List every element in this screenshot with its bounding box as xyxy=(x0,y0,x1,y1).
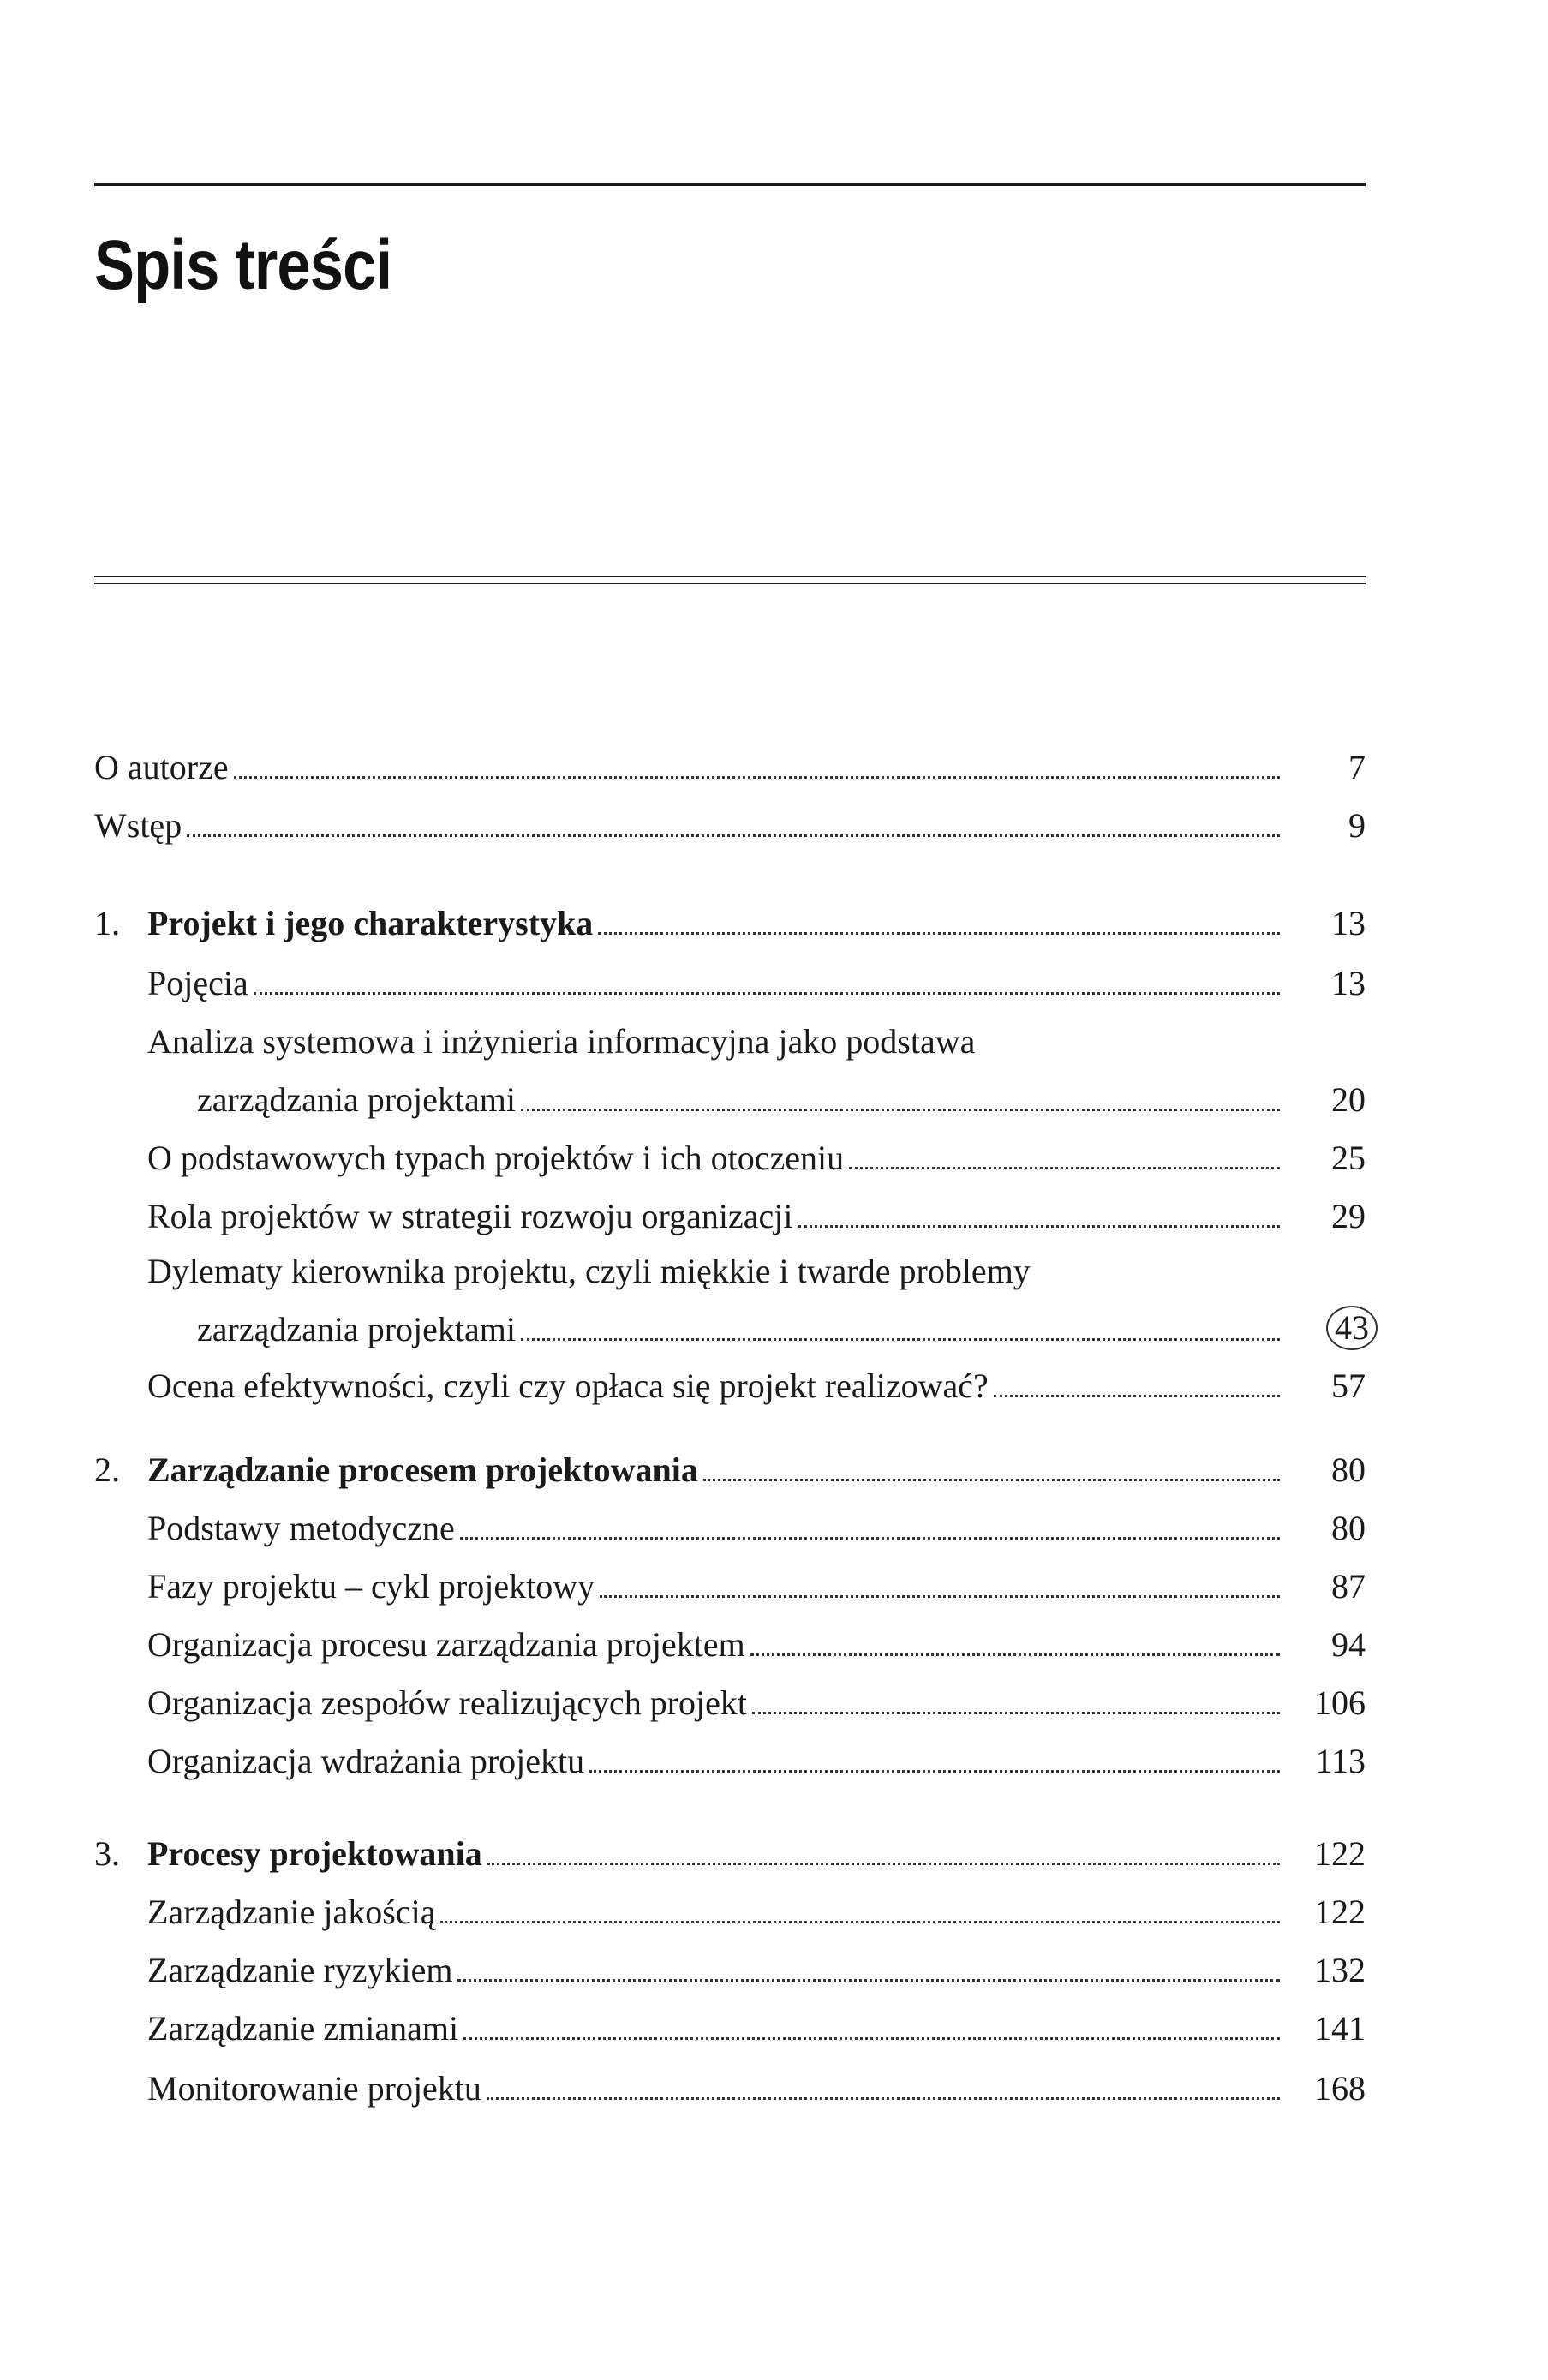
entry-page: 80 xyxy=(1331,1450,1366,1489)
dot-leader xyxy=(750,1653,1280,1656)
entry-label: O autorze xyxy=(94,744,234,792)
entry-label: Organizacja wdrażania projektu xyxy=(147,1737,589,1785)
entry-label: Zarządzanie procesem projektowania xyxy=(147,1446,703,1494)
toc-entry-analiza-systemowa[interactable] xyxy=(94,1018,1366,1124)
entry-page: 13 xyxy=(1331,964,1366,1002)
dot-leader xyxy=(457,1979,1280,1982)
entry-page: 141 xyxy=(1314,2009,1366,2048)
dot-leader xyxy=(521,1109,1280,1111)
entry-page: 132 xyxy=(1314,1951,1366,1989)
entry-page: 29 xyxy=(1331,1197,1366,1235)
entry-label: Zarządzanie jakością xyxy=(147,1888,440,1936)
entry-page: 94 xyxy=(1331,1625,1366,1664)
entry-label: O podstawowych typach projektów i ich otoczeniu xyxy=(147,1134,849,1182)
chapter-number: 3. xyxy=(94,1834,120,1873)
dot-leader xyxy=(440,1921,1280,1923)
toc-entry-typy-projektow[interactable] xyxy=(94,1134,1366,1182)
entry-label: zarządzania projektami xyxy=(197,1076,521,1124)
top-rule xyxy=(94,183,1366,186)
circled-page-number: 43 xyxy=(1326,1306,1378,1350)
toc-entry-rola-projektow[interactable] xyxy=(94,1193,1366,1241)
entry-label: Monitorowanie projektu xyxy=(147,2065,487,2113)
toc-entry-fazy-projektu[interactable] xyxy=(94,1563,1366,1611)
entry-label: Organizacja procesu zarządzania projektem xyxy=(147,1621,750,1669)
chapter-number: 1. xyxy=(94,904,120,942)
entry-label: Zarządzanie zmianami xyxy=(147,2005,463,2053)
chapter-number: 2. xyxy=(94,1450,120,1489)
page-title: Spis treści xyxy=(94,226,392,304)
entry-page: 13 xyxy=(1331,904,1366,942)
dot-leader xyxy=(994,1395,1280,1397)
entry-page: 9 xyxy=(1348,806,1366,845)
entry-page: 113 xyxy=(1315,1742,1366,1780)
toc-entry-organizacja-procesu[interactable] xyxy=(94,1621,1366,1669)
toc-entry-wstep[interactable] xyxy=(94,802,1366,850)
entry-label: Projekt i jego charakterystyka xyxy=(147,900,598,948)
entry-label: Rola projektów w strategii rozwoju organizacji xyxy=(147,1193,798,1241)
entry-label: Procesy projektowania xyxy=(147,1830,487,1878)
entry-label: Fazy projektu – cykl projektowy xyxy=(147,1563,600,1611)
entry-label: Zarządzanie ryzykiem xyxy=(147,1946,457,1994)
dot-leader xyxy=(849,1167,1280,1169)
entry-page: 80 xyxy=(1331,1509,1366,1547)
toc-entry-o-autorze[interactable] xyxy=(94,744,1366,792)
dot-leader xyxy=(598,932,1280,935)
toc-entry-pojecia[interactable] xyxy=(94,960,1366,1008)
toc-entry-podstawy-metodyczne[interactable] xyxy=(94,1504,1366,1552)
entry-page xyxy=(1280,1306,1369,1354)
dot-leader xyxy=(487,2097,1280,2100)
dot-leader xyxy=(460,1537,1280,1540)
toc-chapter-3[interactable] xyxy=(94,1830,1366,1878)
entry-label-line1: Dylematy kierownika projektu, czyli miękkie i twarde problemy xyxy=(147,1252,1031,1290)
toc-chapter-2[interactable] xyxy=(94,1446,1366,1494)
toc-entry-ocena-efektywnosci[interactable] xyxy=(94,1362,1366,1410)
toc-entry-zarzadzanie-zmianami[interactable] xyxy=(94,2005,1366,2053)
entry-label: Wstęp xyxy=(94,802,187,850)
toc-entry-organizacja-wdrazania[interactable] xyxy=(94,1737,1366,1785)
entry-page: 168 xyxy=(1314,2069,1366,2108)
dot-leader xyxy=(234,776,1280,779)
toc-entry-dylematy[interactable] xyxy=(94,1247,1369,1354)
toc-entry-zarzadzanie-ryzykiem[interactable] xyxy=(94,1946,1366,1994)
toc-chapter-1[interactable] xyxy=(94,900,1366,948)
dot-leader xyxy=(487,1863,1280,1865)
entry-page: 20 xyxy=(1331,1080,1366,1119)
entry-page: 122 xyxy=(1314,1834,1366,1873)
entry-label: Podstawy metodyczne xyxy=(147,1504,460,1552)
entry-label: Organizacja zespołów realizujących projekt xyxy=(147,1679,752,1727)
dot-leader xyxy=(521,1338,1280,1341)
entry-label: Pojęcia xyxy=(147,960,254,1008)
entry-page: 87 xyxy=(1331,1567,1366,1606)
entry-label: zarządzania projektami xyxy=(197,1306,521,1354)
dot-leader xyxy=(589,1770,1280,1773)
entry-page: 57 xyxy=(1331,1366,1366,1405)
double-rule xyxy=(94,576,1366,584)
entry-page: 122 xyxy=(1314,1893,1366,1931)
dot-leader xyxy=(752,1712,1280,1714)
toc-entry-monitorowanie-projektu[interactable] xyxy=(94,2065,1366,2113)
entry-label-line1: Analiza systemowa i inżynieria informacyjna jako podstawa xyxy=(147,1022,976,1061)
entry-label: Ocena efektywności, czyli czy opłaca się projekt realizować? xyxy=(147,1362,994,1410)
dot-leader xyxy=(798,1225,1281,1228)
dot-leader xyxy=(600,1595,1280,1598)
toc-entry-organizacja-zespolow[interactable] xyxy=(94,1679,1366,1727)
dot-leader xyxy=(187,834,1280,837)
dot-leader xyxy=(254,992,1280,995)
toc-entry-zarzadzanie-jakoscia[interactable] xyxy=(94,1888,1366,1936)
entry-page: 7 xyxy=(1348,748,1366,786)
dot-leader xyxy=(703,1479,1280,1481)
entry-page: 25 xyxy=(1331,1139,1366,1177)
dot-leader xyxy=(463,2037,1280,2040)
entry-page: 106 xyxy=(1314,1683,1366,1722)
